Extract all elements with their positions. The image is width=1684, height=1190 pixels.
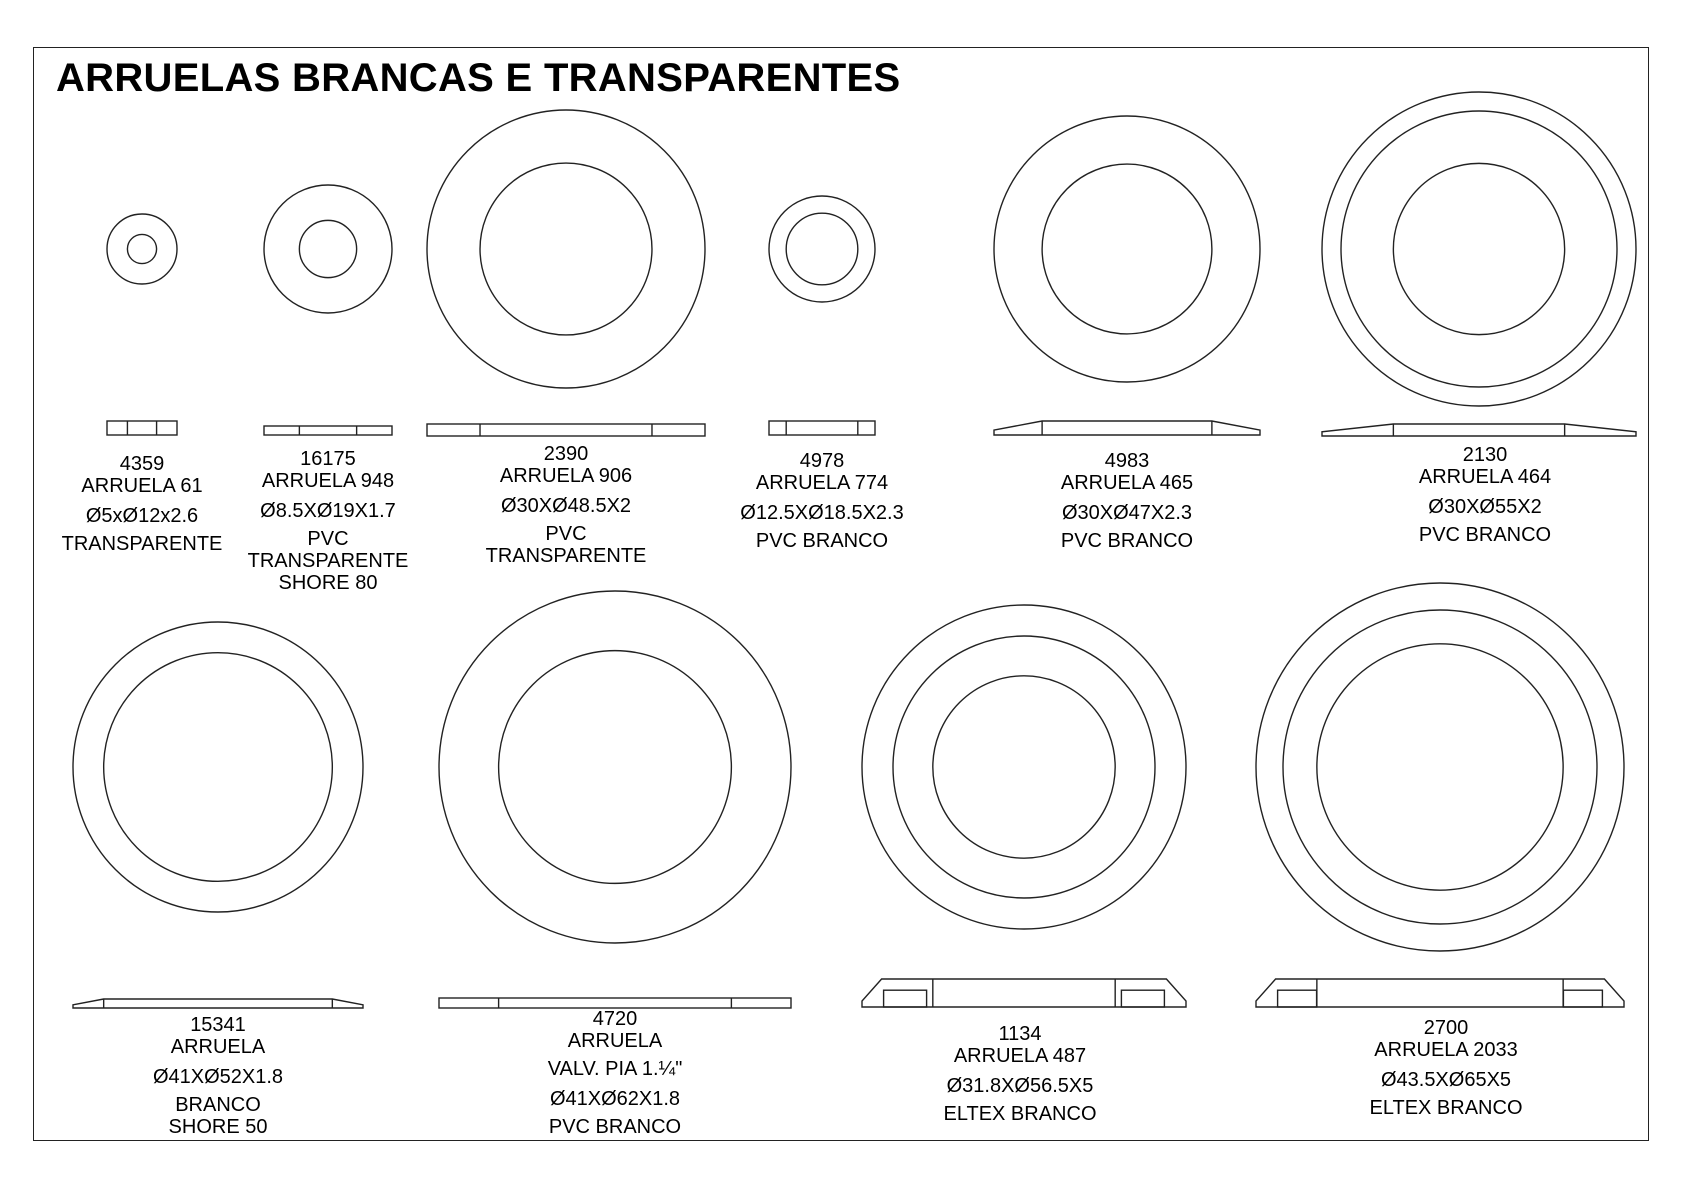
washer-2700-label [1370,1017,1523,1119]
washer-code: 4978 [799,450,845,472]
washer-inner-circle [104,653,333,882]
washer-name: ARRUELA [170,1036,266,1058]
washer-inner-circle [127,234,156,263]
washer-material: PVC [545,523,587,545]
washer-2130-label [1419,444,1551,546]
washer-name: ARRUELA 906 [499,465,633,487]
washer-material: PVC BRANCO [755,530,889,552]
washer-code: 4983 [1104,450,1150,472]
washer-code: 16175 [300,448,356,470]
washer-outer-circle [107,214,177,284]
washer-4720-label [548,1008,683,1138]
washer-side-groove [1278,990,1317,1007]
washer-dims: Ø43.5XØ65X5 [1380,1069,1512,1091]
washer-inner-circle [1042,164,1212,334]
washer-dims: Ø5xØ12x2.6 [85,505,199,527]
washer-outer-circle [264,185,392,313]
washer-material: TRANSPARENTE [485,545,647,567]
sheet-title: ARRUELAS BRANCAS E TRANSPARENTES [56,56,901,100]
washer-dims: Ø30XØ47X2.3 [1061,502,1193,524]
washer-4983-label [1061,450,1193,552]
washer-inner-circle [499,651,732,884]
washer-15341-label [153,1014,283,1138]
washer-material: PVC BRANCO [548,1116,682,1138]
washer-code: 2700 [1423,1017,1469,1039]
washer-code: 4720 [592,1008,638,1030]
washer-code: 15341 [190,1014,246,1036]
washer-name: ARRUELA 2033 [1374,1039,1518,1061]
washer-inner-circle [299,220,356,277]
washer-outer-circle [1256,583,1624,951]
washer-name: ARRUELA 465 [1060,472,1194,494]
washer-outer-circle [862,605,1186,929]
washer-dims: Ø8.5XØ19X1.7 [260,500,396,522]
washer-side-groove [1121,990,1164,1007]
washer-dims: Ø31.8XØ56.5X5 [946,1075,1094,1097]
washer-4978-label [740,450,903,552]
washer-code: 4359 [119,453,165,475]
washer-side-view [73,999,363,1008]
washer-outer-circle [1322,92,1636,406]
washer-material: TRANSPARENTE [247,550,409,572]
washer-material: PVC BRANCO [1060,530,1194,552]
washer-code: 2390 [543,443,589,465]
washer-16175-label [248,448,409,594]
washer-inner-circle [480,163,652,335]
washer-2390-label [486,443,647,567]
washer-code: 2130 [1462,444,1508,466]
washer-dims: Ø41XØ62X1.8 [549,1088,681,1110]
washer-side-view [427,424,705,436]
washer-side-view [1322,424,1636,436]
washer-outer-circle [769,196,875,302]
washer-code: 1134 [998,1023,1042,1045]
washer-side-view [264,426,392,435]
washer-material: PVC [307,528,349,550]
washer-material: SHORE 80 [278,572,378,594]
washer-outer-circle [994,116,1260,382]
washer-material: BRANCO [175,1094,261,1116]
washer-name: ARRUELA 487 [953,1045,1087,1067]
washer-material: TRANSPARENTE [61,533,223,555]
washer-inner-circle [786,213,858,285]
washer-side-groove [1563,990,1602,1007]
washer-side-view [107,421,177,435]
washer-dims: Ø30XØ55X2 [1428,496,1542,518]
washer-side-view [862,979,1186,1007]
washer-outer-circle [73,622,363,912]
washer-lip-circle [1283,610,1597,924]
washer-side-view [1256,979,1624,1007]
washer-material: SHORE 50 [168,1116,268,1138]
washer-material: PVC BRANCO [1418,524,1552,546]
washer-inner-circle [1393,163,1564,334]
washer-name: ARRUELA 948 [261,470,395,492]
washer-outer-circle [427,110,705,388]
washer-material: ELTEX BRANCO [1369,1097,1523,1119]
washer-side-groove [884,990,927,1007]
washer-name: ARRUELA 464 [1418,466,1552,488]
washer-name: ARRUELA [567,1030,663,1052]
washer-dims: Ø12.5XØ18.5X2.3 [740,502,904,524]
washer-lip-circle [1341,111,1617,387]
washer-name: ARRUELA 774 [755,472,889,494]
washer-outer-circle [439,591,791,943]
washer-name: ARRUELA 61 [81,475,203,497]
washer-4359-label [62,453,223,555]
washer-inner-circle [933,676,1115,858]
washer-side-view [994,421,1260,435]
washer-dims: Ø41XØ52X1.8 [152,1066,284,1088]
washer-dims: Ø30XØ48.5X2 [500,495,632,517]
washer-1134-label [944,1023,1097,1125]
washer-side-view [439,998,791,1008]
washer-side-view [769,421,875,435]
washer-material: ELTEX BRANCO [943,1103,1097,1125]
washer-subname: VALV. PIA 1.¼" [547,1058,683,1080]
washer-inner-circle [1317,644,1563,890]
